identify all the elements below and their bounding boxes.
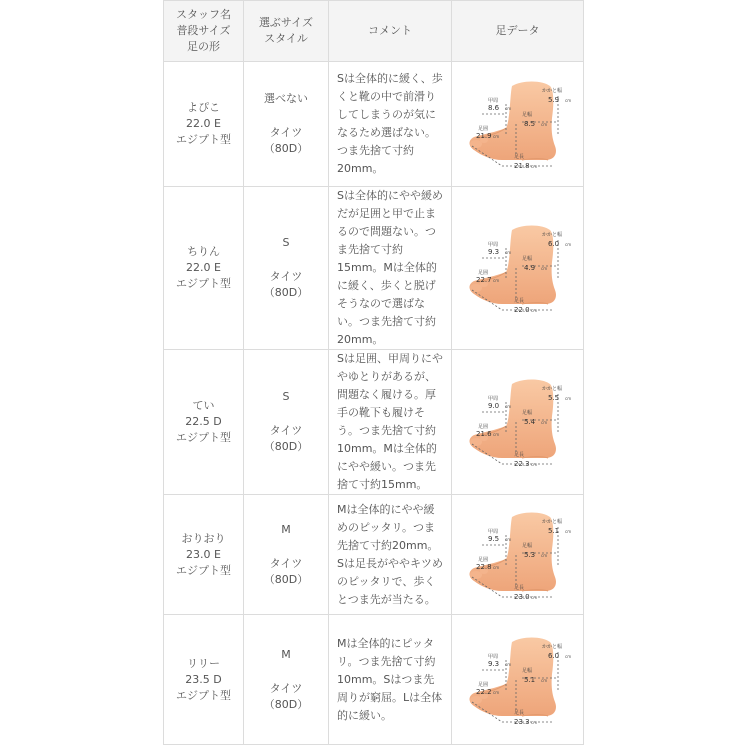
header-staff-line: 普段サイズ <box>176 24 231 37</box>
style-denier: （80D） <box>263 697 309 711</box>
style-name: タイツ <box>269 681 303 695</box>
instep-value: 9.5 <box>487 534 499 543</box>
heel-width-label: かかと幅 <box>541 386 562 392</box>
chosen-size: 選べない <box>264 92 308 105</box>
foot-width-label: 足幅 <box>521 667 532 674</box>
heel-width-value: 5.1 <box>547 526 559 535</box>
instep-value: 9.3 <box>487 248 499 256</box>
length-unit: cm <box>530 594 537 600</box>
size-comparison-table <box>163 0 584 745</box>
comment-text: Sは全体的にやや緩め だが足囲と甲で止ま るので問題ない。つ ま先捨て寸約 15mm。Mは全体的 に緩く、歩くと脱げ そうなので選ばな い。つま先捨て寸約 20mm。 <box>337 189 443 346</box>
girth-label: 足囲 <box>477 126 488 132</box>
header-foot-data: 足データ <box>452 1 584 62</box>
table-header-row <box>164 1 584 62</box>
chosen-size: S <box>282 236 290 249</box>
instep-label: 甲周 <box>487 528 498 535</box>
foot-width-label: 足幅 <box>521 410 532 416</box>
girth-unit: cm <box>492 134 499 139</box>
foot-diagram <box>462 218 574 318</box>
foot-diagram <box>462 372 574 472</box>
heel-width-unit: cm <box>564 653 571 659</box>
header-size-line: スタイル <box>264 32 308 45</box>
girth-value: 22.8 <box>475 562 492 571</box>
comment-cell <box>329 495 452 615</box>
girth-label: 足囲 <box>477 424 488 430</box>
girth-value: 22.2 <box>475 687 492 696</box>
header-size-line: 選ぶサイズ <box>258 16 314 29</box>
table-row <box>164 187 584 350</box>
staff-name: おりおり <box>181 531 226 545</box>
style-name: タイツ <box>269 270 303 283</box>
foot-width-value: 5.4 <box>523 418 535 426</box>
chosen-size: S <box>282 390 290 403</box>
staff-usual-size: 22.0 E <box>186 261 221 274</box>
style-name: タイツ <box>269 556 303 570</box>
foot-width-unit: cm <box>540 122 547 127</box>
staff-cell <box>164 495 244 615</box>
header-staff-line: スタッフ名 <box>176 8 231 21</box>
comment-text: Mは全体的にピッタ リ。つま先捨て寸約 10mm。Sはつま先 周りが窮屈。Lは全体 的に緩い。 <box>337 636 443 722</box>
staff-usual-size: 22.5 D <box>185 415 222 428</box>
heel-width-label: かかと幅 <box>541 643 562 650</box>
style-denier: （80D） <box>263 572 309 586</box>
staff-foot-shape: エジプト型 <box>176 563 231 577</box>
staff-cell <box>164 187 244 350</box>
staff-name: リリー <box>187 656 220 670</box>
chosen-size: M <box>281 647 291 661</box>
instep-label: 甲周 <box>487 98 498 104</box>
foot-width-value: 4.9 <box>523 264 535 272</box>
comment-cell <box>329 187 452 350</box>
size-cell <box>244 615 329 745</box>
staff-cell <box>164 615 244 745</box>
instep-unit: cm <box>504 661 511 667</box>
length-label: 足長 <box>513 298 524 304</box>
instep-unit: cm <box>504 536 511 542</box>
length-label: 足長 <box>513 452 524 458</box>
size-cell <box>244 495 329 615</box>
length-value: 22.0 <box>513 306 530 314</box>
style-name: タイツ <box>269 126 303 139</box>
table-row <box>164 615 584 745</box>
foot-width-unit: cm <box>540 266 547 271</box>
girth-value: 21.6 <box>475 430 492 438</box>
comment-text: Sは足囲、甲周りにや やゆとりがあるが、 問題なく履ける。厚 手の靴下も履けそ う。つま先捨て寸約 10mm。Mは全体的 にやや緩い。つま先 捨て寸約15mm。 <box>337 352 443 491</box>
length-unit: cm <box>530 308 537 313</box>
style-name: タイツ <box>269 424 303 437</box>
girth-unit: cm <box>492 278 499 283</box>
foot-data-cell <box>452 350 584 495</box>
length-unit: cm <box>530 462 537 467</box>
girth-unit: cm <box>492 432 499 437</box>
foot-width-label: 足幅 <box>521 112 532 118</box>
length-value: 23.0 <box>513 592 530 601</box>
table-row <box>164 495 584 615</box>
staff-foot-shape: エジプト型 <box>176 133 231 146</box>
heel-width-unit: cm <box>564 396 571 401</box>
foot-width-label: 足幅 <box>521 256 532 262</box>
comment-cell <box>329 62 452 187</box>
size-cell <box>244 62 329 187</box>
girth-value: 21.9 <box>475 132 492 140</box>
instep-value: 9.3 <box>487 659 499 668</box>
instep-value: 8.6 <box>487 104 499 112</box>
staff-foot-shape: エジプト型 <box>176 431 231 444</box>
length-value: 21.8 <box>513 162 530 170</box>
foot-width-value: 8.5 <box>523 120 535 128</box>
girth-unit: cm <box>492 689 499 695</box>
foot-diagram <box>462 74 574 174</box>
foot-width-label: 足幅 <box>521 542 532 549</box>
girth-value: 22.7 <box>475 276 492 284</box>
foot-width-unit: cm <box>540 677 547 683</box>
girth-label: 足囲 <box>477 681 488 688</box>
heel-width-unit: cm <box>564 98 571 103</box>
size-comparison-area <box>163 0 579 740</box>
instep-label: 甲周 <box>487 242 498 248</box>
girth-label: 足囲 <box>477 270 488 276</box>
staff-cell <box>164 62 244 187</box>
girth-unit: cm <box>492 564 499 570</box>
staff-name: ちりん <box>187 245 220 258</box>
heel-width-unit: cm <box>564 528 571 534</box>
instep-label: 甲周 <box>487 653 498 660</box>
heel-width-value: 5.5 <box>547 394 559 402</box>
girth-label: 足囲 <box>477 556 488 563</box>
heel-width-value: 6.0 <box>547 651 559 660</box>
foot-diagram <box>462 505 574 605</box>
comment-text: Mは全体的にやや緩 めのピッタリ。つま 先捨て寸約20mm。 Sは足長がややキツめ のピッタリで、歩く とつま先が当たる。 <box>337 502 443 606</box>
comment-cell <box>329 615 452 745</box>
comment-cell <box>329 350 452 495</box>
foot-width-unit: cm <box>540 552 547 558</box>
header-size <box>244 1 329 62</box>
size-cell <box>244 187 329 350</box>
table-row <box>164 350 584 495</box>
foot-data-cell <box>452 495 584 615</box>
heel-width-unit: cm <box>564 242 571 247</box>
heel-width-label: かかと幅 <box>541 88 562 94</box>
foot-data-cell <box>452 187 584 350</box>
length-unit: cm <box>530 719 537 725</box>
length-label: 足長 <box>513 154 524 160</box>
length-unit: cm <box>530 164 537 169</box>
header-staff-line: 足の形 <box>187 40 220 53</box>
instep-unit: cm <box>504 250 511 255</box>
staff-usual-size: 23.0 E <box>186 547 221 561</box>
length-label: 足長 <box>513 709 524 716</box>
staff-usual-size: 23.5 D <box>185 672 222 686</box>
header-staff <box>164 1 244 62</box>
instep-unit: cm <box>504 404 511 409</box>
header-comment: コメント <box>329 1 452 62</box>
staff-foot-shape: エジプト型 <box>176 688 231 702</box>
length-value: 23.3 <box>513 717 530 726</box>
staff-name: てい <box>192 399 215 412</box>
style-denier: （80D） <box>263 142 309 155</box>
staff-foot-shape: エジプト型 <box>176 277 231 290</box>
heel-width-value: 6.0 <box>547 240 559 248</box>
heel-width-value: 5.9 <box>547 96 559 104</box>
heel-width-label: かかと幅 <box>541 232 562 238</box>
foot-width-unit: cm <box>540 420 547 425</box>
instep-unit: cm <box>504 106 511 111</box>
staff-name: よぴこ <box>187 101 220 114</box>
foot-diagram <box>462 630 574 730</box>
style-denier: （80D） <box>263 286 309 299</box>
style-denier: （80D） <box>263 440 309 453</box>
foot-width-value: 5.1 <box>523 675 535 684</box>
foot-data-cell <box>452 62 584 187</box>
staff-usual-size: 22.0 E <box>186 117 221 130</box>
foot-width-value: 5.3 <box>523 550 535 559</box>
length-value: 22.3 <box>513 460 530 468</box>
instep-label: 甲周 <box>487 396 498 402</box>
length-label: 足長 <box>513 584 524 591</box>
table-row <box>164 62 584 187</box>
foot-data-cell <box>452 615 584 745</box>
chosen-size: M <box>281 522 291 536</box>
heel-width-label: かかと幅 <box>541 518 562 525</box>
staff-cell <box>164 350 244 495</box>
instep-value: 9.0 <box>487 402 499 410</box>
size-cell <box>244 350 329 495</box>
comment-text: Sは全体的に緩く、歩 くと靴の中で前滑り してしまうのが気に なるため選ばない。 つま先捨て寸約 20mm。 <box>337 72 443 175</box>
